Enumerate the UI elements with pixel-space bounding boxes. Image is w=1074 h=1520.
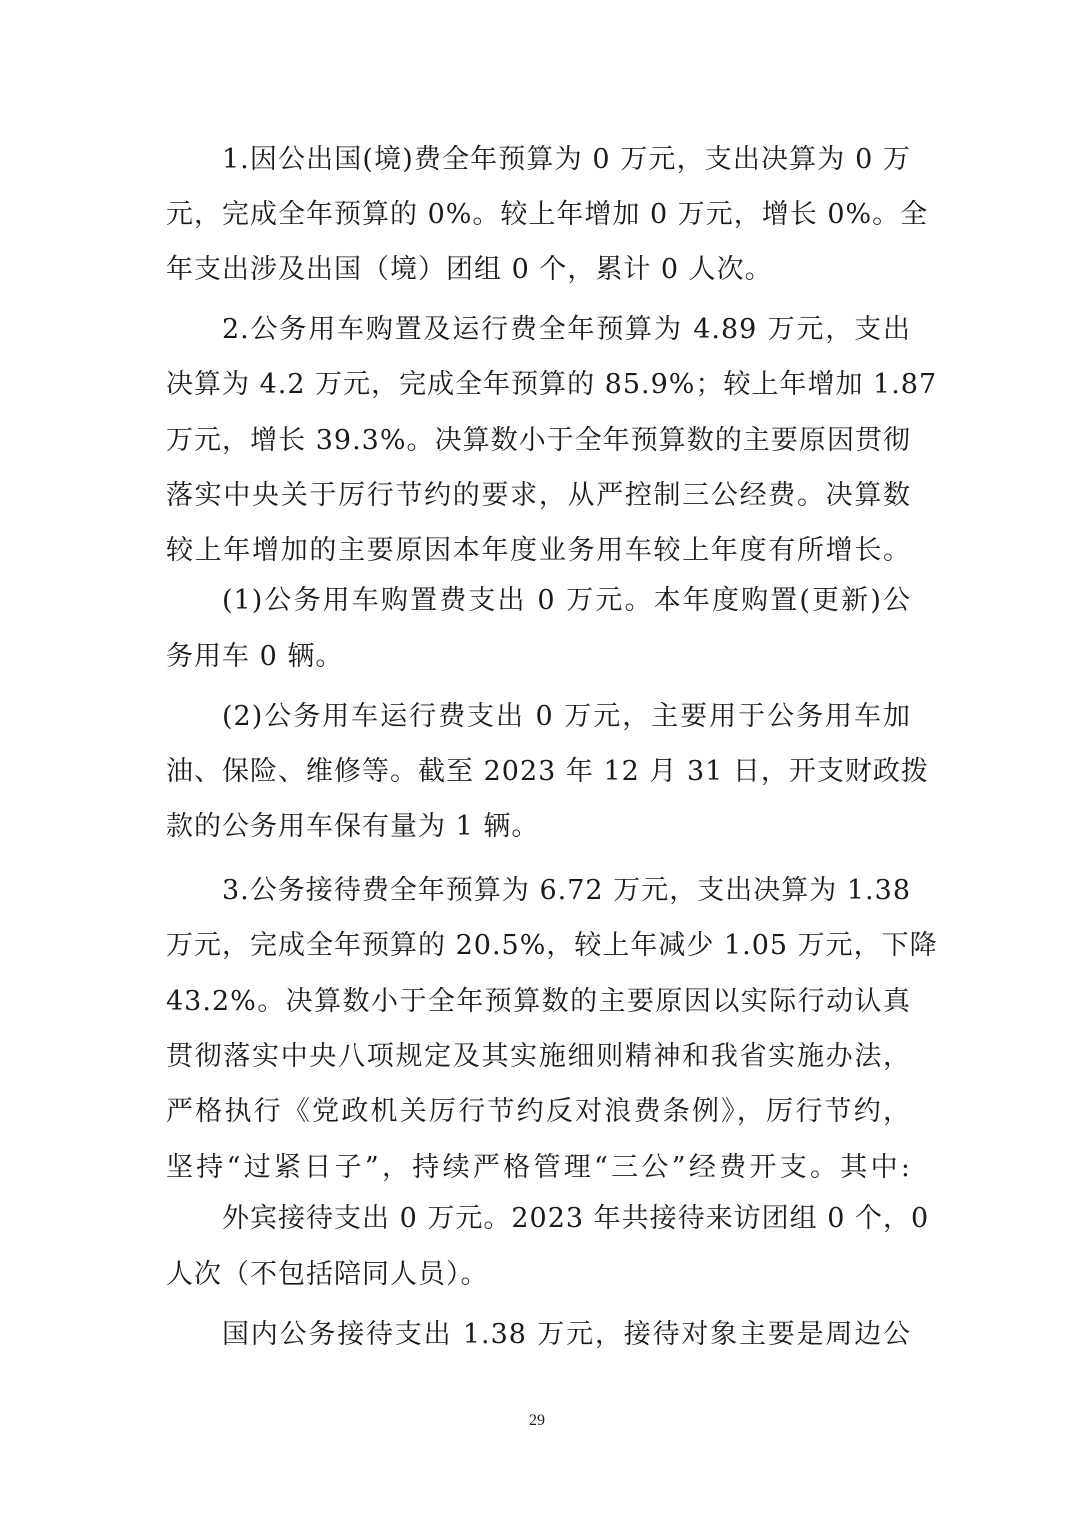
paragraph-line: 油、保险、维修等。截至 2023 年 12 月 31 日，开支财政拨 xyxy=(166,756,929,787)
paragraph-line: 43.2%。决算数小于全年预算数的主要原因以实际行动认真 xyxy=(166,986,911,1017)
paragraph-line: 2.公务用车购置及运行费全年预算为 4.89 万元，支出 xyxy=(222,314,911,345)
paragraph-line: (1)公务用车购置费支出 0 万元。本年度购置(更新)公 xyxy=(222,585,911,616)
paragraph-line: 落实中央关于厉行节约的要求，从严控制三公经费。决算数 xyxy=(166,480,911,511)
paragraph-line: 贯彻落实中央八项规定及其实施细则精神和我省实施办法， xyxy=(166,1041,911,1072)
paragraph-line: 决算为 4.2 万元，完成全年预算的 85.9%；较上年增加 1.87 xyxy=(166,369,938,400)
paragraph-line: 1.因公出国(境)费全年预算为 0 万元，支出决算为 0 万 xyxy=(222,144,911,175)
paragraph-line: (2)公务用车运行费支出 0 万元，主要用于公务用车加 xyxy=(222,701,911,732)
paragraph-line: 国内公务接待支出 1.38 万元，接待对象主要是周边公 xyxy=(222,1319,911,1350)
paragraph-line: 坚持“过紧日子”，持续严格管理“三公”经费开支。其中: xyxy=(166,1152,911,1183)
paragraph-line: 万元，完成全年预算的 20.5%，较上年减少 1.05 万元，下降 xyxy=(166,930,938,961)
paragraph-line: 人次（不包括陪同人员）。 xyxy=(166,1259,489,1290)
paragraph-line: 款的公务用车保有量为 1 辆。 xyxy=(166,811,540,842)
paragraph-line: 务用车 0 辆。 xyxy=(166,641,344,672)
paragraph-line: 万元，增长 39.3%。决算数小于全年预算数的主要原因贯彻 xyxy=(166,425,911,456)
paragraph-line: 严格执行《党政机关厉行节约反对浪费条例》，厉行节约， xyxy=(166,1096,911,1127)
paragraph-line: 3.公务接待费全年预算为 6.72 万元，支出决算为 1.38 xyxy=(222,875,911,906)
page-number: 29 xyxy=(529,1412,545,1429)
paragraph-line: 年支出涉及出国（境）团组 0 个，累计 0 人次。 xyxy=(166,254,773,285)
paragraph-line: 元，完成全年预算的 0%。较上年增加 0 万元，增长 0%。全 xyxy=(166,199,929,230)
paragraph-line: 较上年增加的主要原因本年度业务用车较上年度有所增长。 xyxy=(166,535,911,566)
paragraph-line: 外宾接待支出 0 万元。2023 年共接待来访团组 0 个，0 xyxy=(222,1203,930,1234)
